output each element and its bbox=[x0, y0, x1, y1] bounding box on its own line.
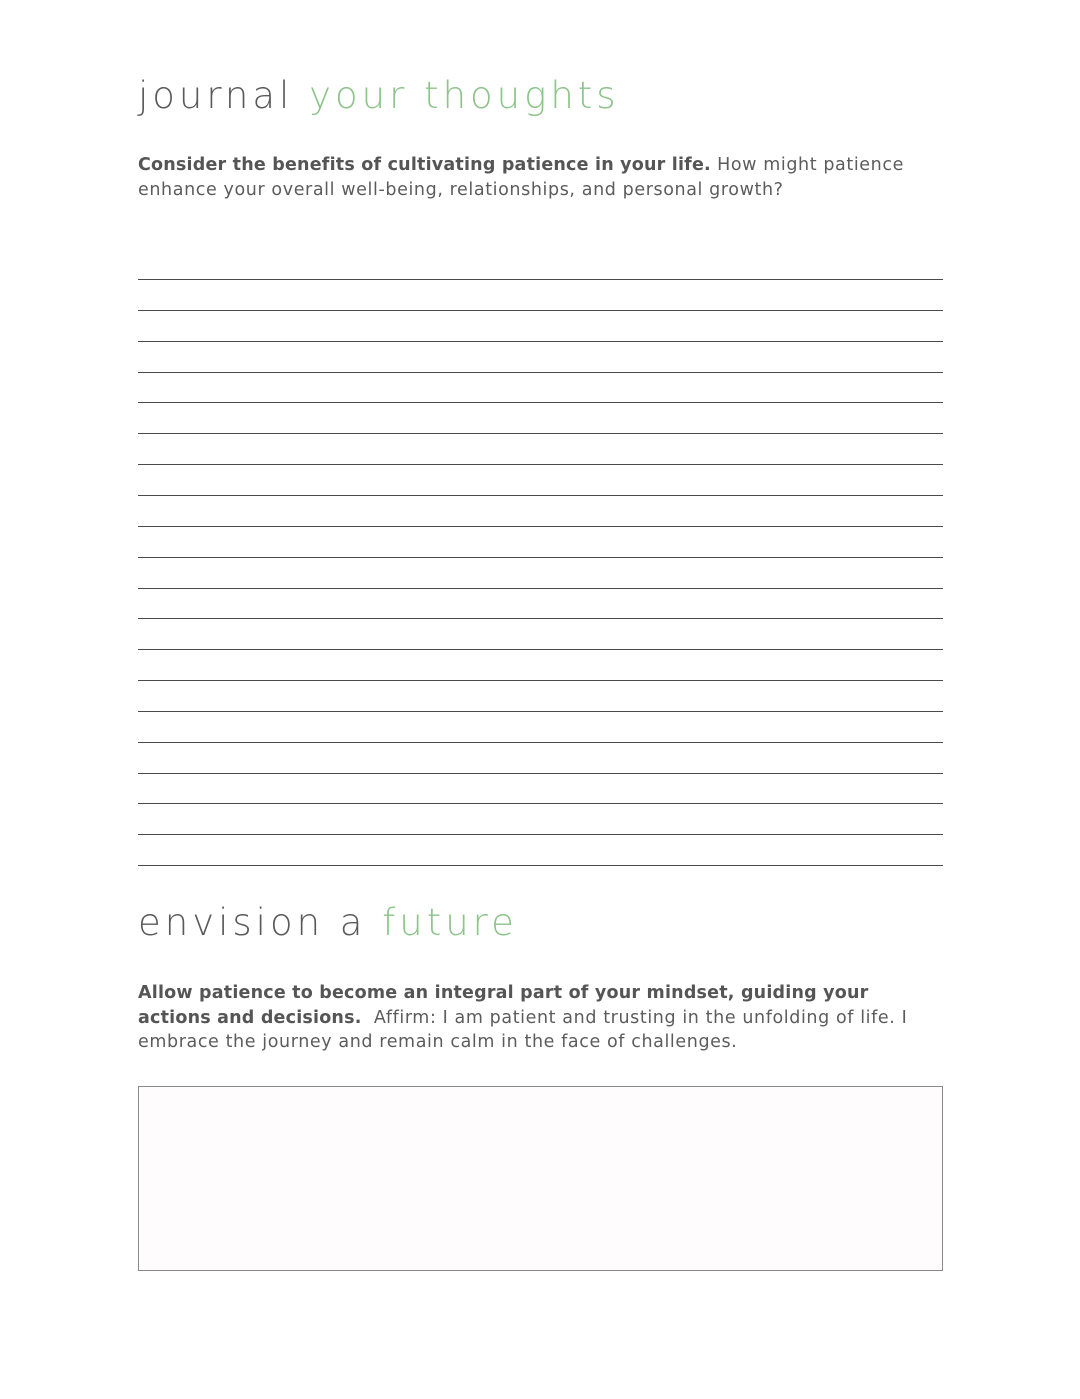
journal-heading bbox=[138, 74, 620, 118]
journal-prompt bbox=[138, 153, 943, 202]
journal-heading-accent: your thoughts bbox=[309, 74, 620, 117]
writing-line bbox=[138, 680, 943, 681]
writing-line bbox=[138, 526, 943, 527]
writing-line bbox=[138, 588, 943, 589]
writing-line bbox=[138, 341, 943, 342]
envision-heading-accent: future bbox=[382, 901, 518, 944]
journal-prompt-text: How might patience enhance your overall well-being, relationships, and personal growth? bbox=[138, 155, 904, 200]
envision-prompt-text: Affirm: I am patient and trusting in the unfolding of life. I embrace the journey and remain calm in the face of challenges. bbox=[138, 1007, 908, 1052]
writing-line bbox=[138, 433, 943, 434]
writing-line bbox=[138, 495, 943, 496]
envision-heading bbox=[138, 901, 518, 945]
writing-line bbox=[138, 742, 943, 743]
writing-line bbox=[138, 618, 943, 619]
journal-prompt-bold: Consider the benefits of cultivating patience in your life. bbox=[138, 155, 711, 175]
writing-line bbox=[138, 402, 943, 403]
envision-answer-box[interactable] bbox=[138, 1086, 943, 1271]
writing-line bbox=[138, 865, 943, 866]
writing-line bbox=[138, 711, 943, 712]
writing-line bbox=[138, 310, 943, 311]
envision-prompt bbox=[138, 981, 943, 1055]
writing-line bbox=[138, 279, 943, 280]
journal-heading-dark: journal bbox=[138, 74, 294, 117]
writing-line bbox=[138, 464, 943, 465]
writing-line bbox=[138, 557, 943, 558]
writing-line bbox=[138, 649, 943, 650]
envision-prompt-bold: Allow patience to become an integral part of your mindset, guiding your actions and decisions. bbox=[138, 983, 869, 1028]
envision-heading-dark: envision a bbox=[138, 901, 367, 944]
writing-line bbox=[138, 372, 943, 373]
writing-line bbox=[138, 834, 943, 835]
writing-line bbox=[138, 773, 943, 774]
writing-line bbox=[138, 803, 943, 804]
